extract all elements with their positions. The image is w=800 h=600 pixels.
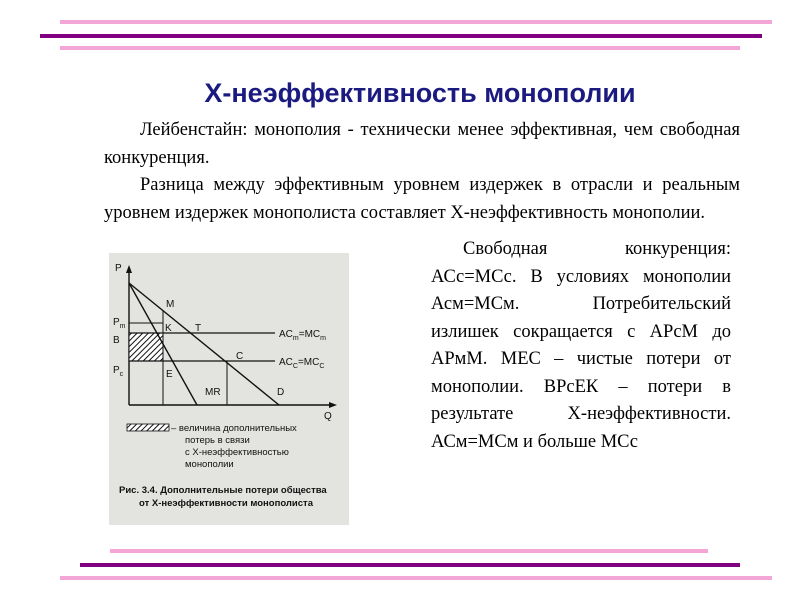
- figure-caption-line-1: Рис. 3.4. Дополнительные потери общества: [119, 485, 327, 496]
- label-e: E: [166, 369, 173, 380]
- paragraph-x-inefficiency: Разница между эффективным уровнем издержек в отрасли и реальным уровнем издержек монополиста составляет Х-неэффективность монополии.: [104, 175, 740, 223]
- legend-line-3: с Х-неэффективностью: [185, 447, 289, 458]
- label-mr: MR: [205, 387, 221, 398]
- monopoly-x-inefficiency-figure: [109, 253, 349, 525]
- top-decor-bar-dark: [40, 34, 762, 38]
- legend-line-2: потерь в связи: [185, 435, 250, 446]
- axis-label-p: P: [115, 263, 122, 274]
- bottom-decor-bar-dark: [80, 563, 740, 567]
- label-acm-mcm: $AC_m=MC_m$: [279, 329, 326, 342]
- axis-label-q: Q: [324, 411, 332, 422]
- figure-caption-line-2: от Х-неэффективности монополиста: [139, 498, 313, 509]
- bottom-decor-bar-light-2: [60, 576, 772, 580]
- top-decor-bar-light: [60, 20, 772, 24]
- x-axis-arrow: [329, 402, 337, 408]
- paragraph-leibenstein: Лейбенстайн: монополия - технически менее эффективная, чем свободная конкуренция.: [104, 120, 740, 168]
- legend-line-1: – величина дополнительных: [171, 423, 297, 434]
- slide-title: Х-неэффективность монополии: [204, 78, 636, 108]
- y-axis-arrow: [126, 265, 132, 273]
- bottom-decor-bar-light: [110, 549, 708, 553]
- label-pm: $P_m$: [113, 317, 126, 330]
- label-b: B: [113, 335, 120, 346]
- label-acc-mcc: $AC_C=MC_C$: [279, 357, 325, 370]
- side-explanation-text: Свободная конкуренция: АСс=МСс. В условиях монополии Асм=МСм. Потребительский излишек сокращается с АРсМ до АРмМ. МЕС – чистые потери от монополии. ВРсЕК – потери в результате Х-неэффективности. АСм=МСм и больше МСс: [431, 239, 731, 452]
- label-d: D: [277, 387, 285, 398]
- label-c: C: [236, 351, 244, 362]
- label-t: T: [195, 323, 202, 334]
- label-m: M: [166, 299, 175, 310]
- top-decor-bar-light-2: [60, 46, 740, 50]
- legend-hatch-swatch: [127, 424, 169, 431]
- x-inefficiency-loss-area: [129, 333, 163, 361]
- figure-svg: [109, 253, 349, 525]
- label-pc: $P_c$: [113, 365, 124, 378]
- label-k: K: [165, 323, 172, 334]
- legend-line-4: монополии: [185, 459, 234, 470]
